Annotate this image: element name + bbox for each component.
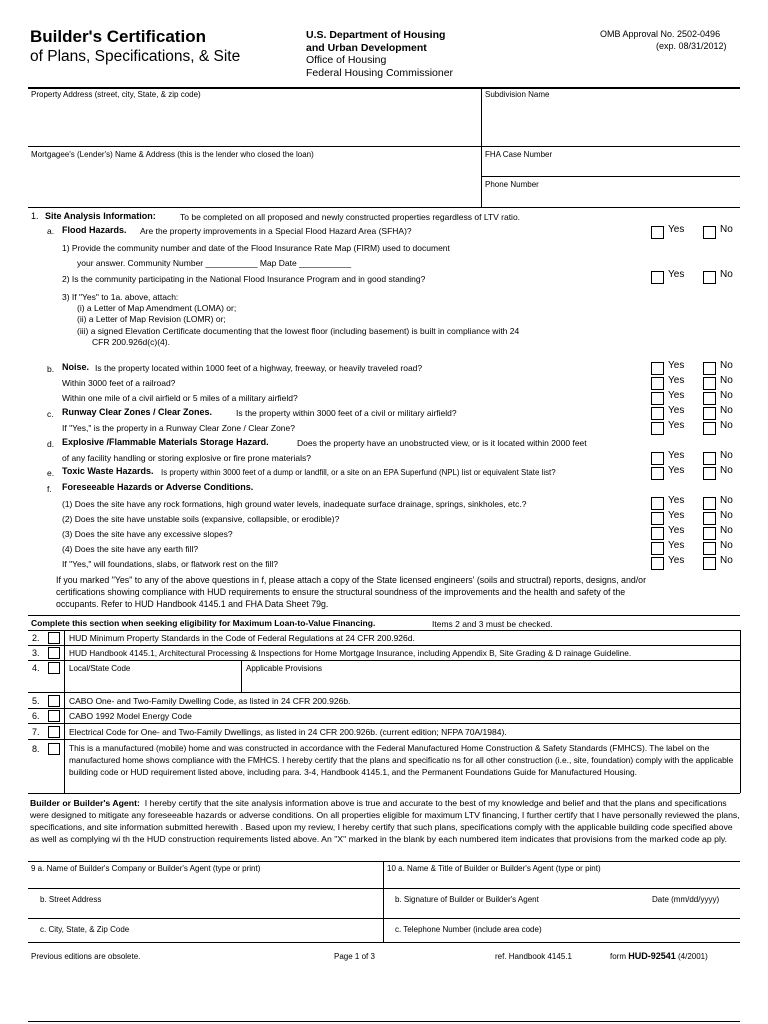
no-label: No (720, 224, 733, 235)
item-letter: b. (47, 364, 55, 374)
item-letter: d. (47, 439, 55, 449)
runway-no-checkbox[interactable] (703, 407, 716, 420)
telephone-label: c. Telephone Number (include area code) (395, 925, 542, 934)
builder-name-label: 9 a. Name of Builder's Company or Builder's Agent (type or print) (31, 864, 261, 873)
certification-statement (30, 797, 740, 845)
subdivision-label: Subdivision Name (485, 90, 550, 99)
item-text: 3) If "Yes" to 1a. above, attach: (62, 292, 179, 302)
section-intro: To be completed on all proposed and newly constructed properties regardless of LTV ratio. (180, 212, 521, 222)
date-input[interactable] (652, 906, 738, 917)
subdivision-input[interactable] (484, 102, 738, 144)
no-label: No (720, 269, 733, 280)
fha-case-label: FHA Case Number (485, 150, 553, 159)
table-divider (740, 630, 741, 793)
toxic-yes-checkbox[interactable] (651, 467, 664, 480)
soils-yes-checkbox[interactable] (651, 512, 664, 525)
yes-label: Yes (668, 405, 685, 416)
item-text: Are the property improvements in a Special Flood Hazard Area (SFHA)? (140, 226, 412, 236)
item-text: CABO One- and Two-Family Dwelling Code, as listed in 24 CFR 200.926b. (69, 696, 351, 706)
yes-label: Yes (668, 510, 685, 521)
yes-label: Yes (668, 390, 685, 401)
agency-line3: Office of Housing (306, 54, 387, 66)
yes-label: Yes (668, 525, 685, 536)
nfip-no-checkbox[interactable] (703, 271, 716, 284)
section-number: 1. (31, 211, 39, 221)
agent-title-label: 10 a. Name & Title of Builder or Builder's Agent (type or pint) (387, 864, 601, 873)
form-number (610, 951, 708, 961)
mortgagee-input[interactable] (30, 162, 476, 205)
item-text: of any facility handling or storing explosive or fire prone materials? (62, 453, 311, 463)
rock-yes-checkbox[interactable] (651, 497, 664, 510)
signature-input[interactable] (387, 906, 647, 917)
yes-label: Yes (668, 360, 685, 371)
ltv-instruction: Items 2 and 3 must be checked. (432, 619, 553, 629)
item-6-checkbox[interactable] (48, 710, 60, 722)
no-label: No (720, 390, 733, 401)
no-label: No (720, 450, 733, 461)
yes-label: Yes (668, 555, 685, 566)
local-code-input[interactable] (67, 675, 237, 690)
ltv-heading: Complete this section when seeking eligibility for Maximum Loan-to-Value Financing. (31, 618, 376, 628)
item-text: 1) Provide the community number and date of the Flood Insurance Rate Map (FIRM) used to document (62, 243, 450, 253)
signature-rule (28, 888, 740, 889)
certification-heading: Builder or Builder's Agent: (30, 798, 140, 808)
form-title-line1: Builder's Certification (30, 27, 206, 46)
no-label: No (720, 360, 733, 371)
flood-yes-checkbox[interactable] (651, 226, 664, 239)
field-rule (28, 207, 740, 208)
form-prefix: form (610, 952, 626, 961)
item-8-checkbox[interactable] (48, 743, 60, 755)
phone-label: Phone Number (485, 180, 539, 189)
item-number: 4. (32, 663, 40, 673)
field-rule (481, 176, 740, 177)
table-rule (28, 708, 740, 709)
yes-label: Yes (668, 375, 685, 386)
item-number: 5. (32, 696, 40, 706)
toxic-no-checkbox[interactable] (703, 467, 716, 480)
yes-label: Yes (668, 269, 685, 280)
table-rule (28, 630, 740, 631)
no-label: No (720, 525, 733, 536)
item-letter: a. (47, 226, 55, 236)
agency-line1: U.S. Department of Housing (306, 29, 446, 41)
signature-label: b. Signature of Builder or Builder's Agent (395, 895, 539, 904)
table-rule (28, 660, 740, 661)
date-label: Date (mm/dd/yyyy) (652, 895, 720, 904)
signature-rule (28, 942, 740, 943)
no-label: No (720, 405, 733, 416)
table-rule (28, 739, 740, 740)
property-address-label: Property Address (street, city, State, & zip code) (31, 90, 201, 99)
no-label: No (720, 495, 733, 506)
item-2-checkbox[interactable] (48, 632, 60, 644)
item-text: CABO 1992 Model Energy Code (69, 711, 192, 721)
noise-air-no-checkbox[interactable] (703, 392, 716, 405)
item-4-checkbox[interactable] (48, 662, 60, 674)
item-text: If "Yes," is the property in a Runway Clear Zone / Clear Zone? (62, 423, 295, 433)
yes-label: Yes (668, 495, 685, 506)
item-heading: Noise. (62, 362, 90, 372)
item-text: Is the property located within 1000 feet of a highway, freeway, or heavily traveled road? (95, 363, 423, 373)
item-letter: f. (47, 484, 52, 494)
street-address-label: b. Street Address (40, 895, 102, 904)
item-text: Within one mile of a civil airfield or 5 miles of a military airfield? (62, 393, 298, 403)
provisions-label: Applicable Provisions (246, 664, 323, 673)
noise-rail-yes-checkbox[interactable] (651, 377, 664, 390)
telephone-input[interactable] (387, 934, 737, 941)
no-label: No (720, 510, 733, 521)
item-heading: Flood Hazards. (62, 225, 127, 235)
flood-no-checkbox[interactable] (703, 226, 716, 239)
fill-rest-yes-checkbox[interactable] (651, 557, 664, 570)
item-text: Within 3000 feet of a railroad? (62, 378, 176, 388)
yes-label: Yes (668, 540, 685, 551)
form-date: (4/2001) (678, 952, 708, 961)
city-state-zip-input[interactable] (31, 934, 381, 941)
no-label: No (720, 555, 733, 566)
item-text: (i) a Letter of Map Amendment (LOMA) or; (77, 303, 237, 313)
form-title-line2: of Plans, Specifications, & Site (30, 48, 241, 65)
item-text: (ii) a Letter of Map Revision (LOMR) or; (77, 314, 226, 324)
item-text: Does the property have an unobstructed view, or is it located within 2000 feet (297, 438, 587, 448)
item-text: (1) Does the site have any rock formations, high ground water levels, inadequate surface drainage, springs, sinkholes, etc.? (62, 499, 527, 509)
local-code-label: Local/State Code (69, 664, 131, 673)
item-text: (3) Does the site have any excessive slopes? (62, 529, 233, 539)
item-number: 7. (32, 727, 40, 737)
item-number: 6. (32, 711, 40, 721)
street-address-input[interactable] (31, 906, 381, 917)
field-rule (28, 146, 740, 147)
item-text: HUD Minimum Property Standards in the Code of Federal Regulations at 24 CFR 200.926d. (69, 633, 415, 643)
builder-name-input[interactable] (31, 875, 381, 887)
table-rule (28, 692, 740, 693)
fha-case-input[interactable] (484, 161, 738, 175)
engineer-note: If you marked "Yes" to any of the above questions in f, please attach a copy of the State licensed engineers' (soils and structral) reports, designs, and/or certifications showing compliance with HUD requirements to ensure the structural soundness of the improvements and the health and safety of the occupants. Refer to HUD Handbook 4145.1 and FHA Data Sheet 79g. (56, 575, 646, 609)
item-text: (2) Does the site have unstable soils (expansive, collapsible, or erodible)? (62, 514, 340, 524)
certification-text: I hereby certify that the site analysis information above is true and accurate to the best of my knowledge and belief and that the plans and specifications were designed to mitigate any foreseeable hazards or adverse conditions. On all properties eligible for maximum LTV financing, I further certify that I have personally reviewed the plans, specifications, and site information submitted herewith . Based upon my review, I hereby certify that such plans, specifications comply with the applicable building code specified above as well as complying wi th the HUD construction requirements listed above. An "X" marked in the blank by each numbered item indicates that provisions from the marked code ap ply. (30, 798, 740, 845)
agency-line2: and Urban Development (306, 42, 427, 54)
slopes-no-checkbox[interactable] (703, 527, 716, 540)
no-label: No (720, 375, 733, 386)
obsolete-note: Previous editions are obsolete. (31, 952, 141, 961)
runway-yes-checkbox[interactable] (651, 407, 664, 420)
table-rule (28, 793, 740, 794)
table-divider (64, 630, 65, 793)
property-address-input[interactable] (30, 102, 476, 144)
bottom-rule (28, 1021, 740, 1022)
header-rule (28, 87, 740, 89)
page-number: Page 1 of 3 (334, 952, 375, 961)
item-text: Electrical Code for One- and Two-Family Dwellings, as listed in 24 CFR 200.926b. (current edition; NFPA 70A/1984). (69, 727, 507, 737)
item-3-checkbox[interactable] (48, 647, 60, 659)
signature-rule (28, 918, 740, 919)
form-id: HUD-92541 (628, 951, 676, 961)
signature-rule (28, 861, 740, 862)
item-text: This is a manufactured (mobile) home and was constructed in accordance with the Federal Manufactured Home Construction & Safety Standards (FMHCS). The label on the manufactured home shows compliance with the FMHCS. I hereby certify that the plans and specificatio ns for all other construction (i.e., site, foundation) comply with the applicable building code or HUD requirement listed above, including para. 3-4, Handbook 4145.1, and the Permanent Foundations Guide for Manufactured Housing. (69, 743, 734, 777)
no-label: No (720, 420, 733, 431)
item-letter: e. (47, 468, 55, 478)
item-heading: Toxic Waste Hazards. (62, 466, 154, 476)
clearzone-yes-checkbox[interactable] (651, 422, 664, 435)
mortgagee-label: Mortgagee's (Lender's) Name & Address (this is the lender who closed the loan) (31, 150, 314, 159)
rock-no-checkbox[interactable] (703, 497, 716, 510)
item-text: Is the property within 3000 feet of a civil or military airfield? (236, 408, 457, 418)
handbook-ref: ref. Handbook 4145.1 (495, 952, 572, 961)
provisions-input[interactable] (244, 675, 738, 690)
noise-air-yes-checkbox[interactable] (651, 392, 664, 405)
item-text: (iii) a signed Elevation Certificate documenting that the lowest floor (including basement) is built in compliance with 24 (77, 326, 520, 336)
item-text: 2) Is the community participating in the National Flood Insurance Program and in good standing? (62, 274, 426, 284)
yes-label: Yes (668, 224, 685, 235)
yes-label: Yes (668, 420, 685, 431)
noise-road-yes-checkbox[interactable] (651, 362, 664, 375)
section-rule (28, 615, 740, 616)
agent-title-input[interactable] (387, 875, 737, 887)
item-5-checkbox[interactable] (48, 695, 60, 707)
item-text: HUD Handbook 4145.1, Architectural Processing & Inspections for Home Mortgage Insurance, including Appendix B, Site Grading & D rainage Guideline. (69, 648, 632, 658)
explosive-yes-checkbox[interactable] (651, 452, 664, 465)
item-7-checkbox[interactable] (48, 726, 60, 738)
explosive-no-checkbox[interactable] (703, 452, 716, 465)
item-letter: c. (47, 409, 54, 419)
earthfill-yes-checkbox[interactable] (651, 542, 664, 555)
item-number: 3. (32, 648, 40, 658)
item-heading: Explosive /Flammable Materials Storage Hazard. (62, 437, 269, 447)
item-heading: Runway Clear Zones / Clear Zones. (62, 407, 213, 417)
nfip-yes-checkbox[interactable] (651, 271, 664, 284)
item-text: your answer. Community Number ___________ Map Date ___________ (77, 258, 352, 268)
item-text: CFR 200.926d(c)(4). (92, 337, 170, 347)
soils-no-checkbox[interactable] (703, 512, 716, 525)
no-label: No (720, 540, 733, 551)
omb-approval: OMB Approval No. 2502-0496 (600, 29, 721, 39)
section-heading: Site Analysis Information: (45, 211, 156, 221)
agency-line4: Federal Housing Commissioner (306, 67, 454, 79)
field-divider (481, 88, 482, 208)
signature-divider (383, 861, 384, 942)
no-label: No (720, 465, 733, 476)
slopes-yes-checkbox[interactable] (651, 527, 664, 540)
table-divider (241, 660, 242, 692)
noise-rail-no-checkbox[interactable] (703, 377, 716, 390)
earthfill-no-checkbox[interactable] (703, 542, 716, 555)
phone-input[interactable] (484, 192, 738, 205)
item-number: 8. (32, 744, 40, 754)
clearzone-no-checkbox[interactable] (703, 422, 716, 435)
yes-label: Yes (668, 465, 685, 476)
item-number: 2. (32, 633, 40, 643)
noise-road-no-checkbox[interactable] (703, 362, 716, 375)
yes-label: Yes (668, 450, 685, 461)
item-heading: Foreseeable Hazards or Adverse Conditions. (62, 482, 254, 492)
item-text: If "Yes," will foundations, slabs, or flatwork rest on the fill? (62, 559, 278, 569)
city-state-zip-label: c. City, State, & Zip Code (40, 925, 130, 934)
fill-rest-no-checkbox[interactable] (703, 557, 716, 570)
table-rule (28, 645, 740, 646)
item-text: Is property within 3000 feet of a dump or landfill, or a site on an EPA Superfund (NPL) list or equivalent State list? (161, 468, 556, 477)
omb-expiration: (exp. 08/31/2012) (656, 41, 727, 51)
item-text: (4) Does the site have any earth fill? (62, 544, 199, 554)
table-rule (28, 723, 740, 724)
